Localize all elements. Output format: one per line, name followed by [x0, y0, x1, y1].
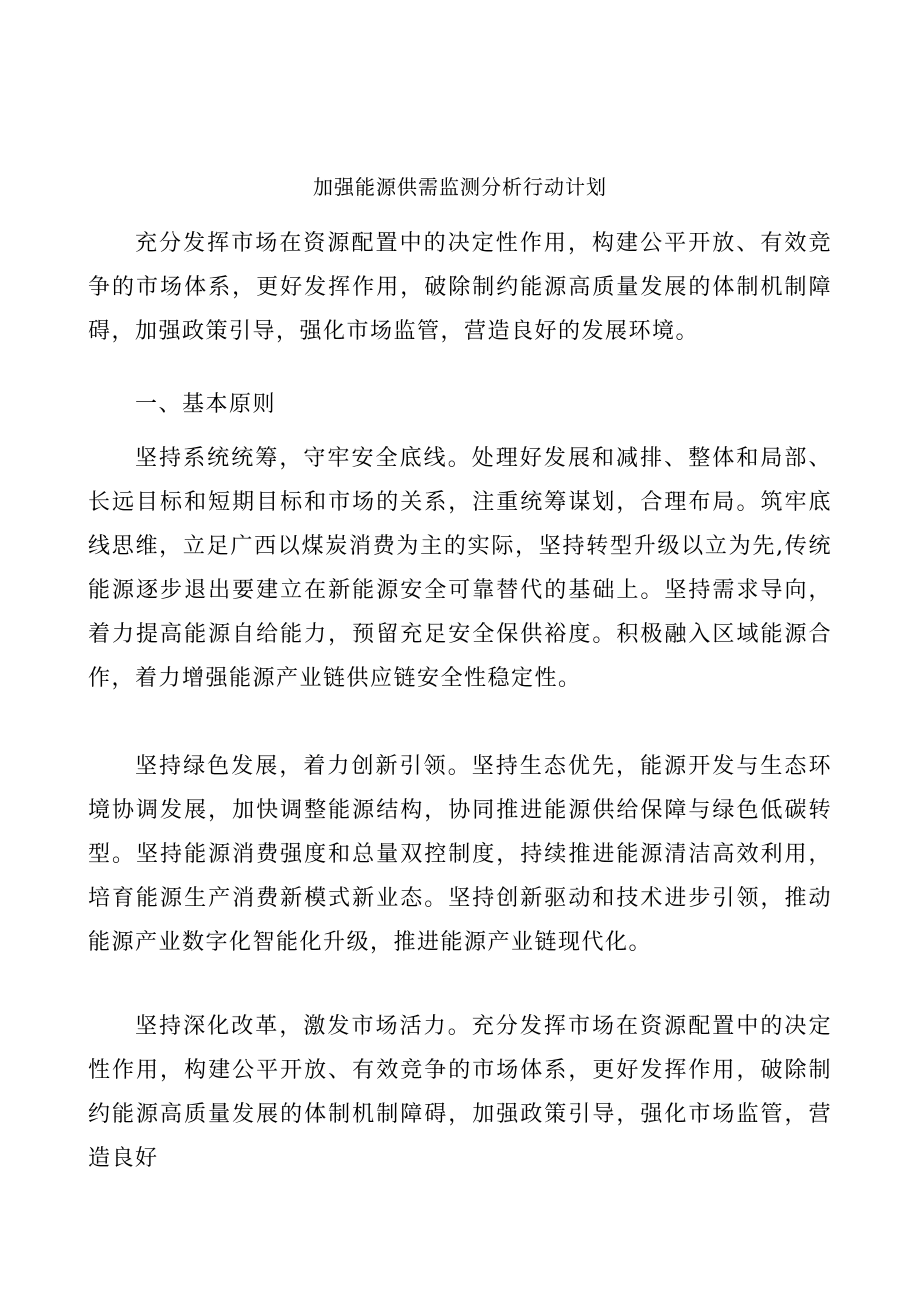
principle-paragraph-safety: 坚持系统统筹，守牢安全底线。处理好发展和减排、整体和局部、长远目标和短期目标和市场的关系，注重统筹谋划，合理布局。筑牢底线思维，立足广西以煤炭消费为主的实际，坚持转型升级以立为先,传统能源逐步退出要建立在新能源安全可靠替代的基础上。坚持需求导向，着力提高能源自给能力，预留充足安全保供裕度。积极融入区域能源合作，着力增强能源产业链供应链安全性稳定性。 [88, 446, 832, 691]
principle-paragraph-reform: 坚持深化改革，激发市场活力。充分发挥市场在资源配置中的决定性作用，构建公平开放、有效竞争的市场体系，更好发挥作用，破除制约能源高质量发展的体制机制障碍，加强政策引导，强化市场监管，营造良好 [88, 1014, 832, 1171]
intro-paragraph: 充分发挥市场在资源配置中的决定性作用，构建公平开放、有效竞争的市场体系，更好发挥作用，破除制约能源高质量发展的体制机制障碍，加强政策引导，强化市场监管，营造良好的发展环境。 [88, 231, 832, 344]
section-heading: 一、基本原则 [135, 392, 277, 417]
principle-paragraph-green: 坚持绿色发展，着力创新引领。坚持生态优先，能源开发与生态环境协调发展，加快调整能源结构，协同推进能源供给保障与绿色低碳转型。坚持能源消费强度和总量双控制度，持续推进能源清洁高效利用，培育能源生产消费新模式新业态。坚持创新驱动和技术进步引领，推动能源产业数字化智能化升级，推进能源产业链现代化。 [88, 754, 832, 955]
document-title: 加强能源供需监测分析行动计划 [313, 175, 607, 199]
